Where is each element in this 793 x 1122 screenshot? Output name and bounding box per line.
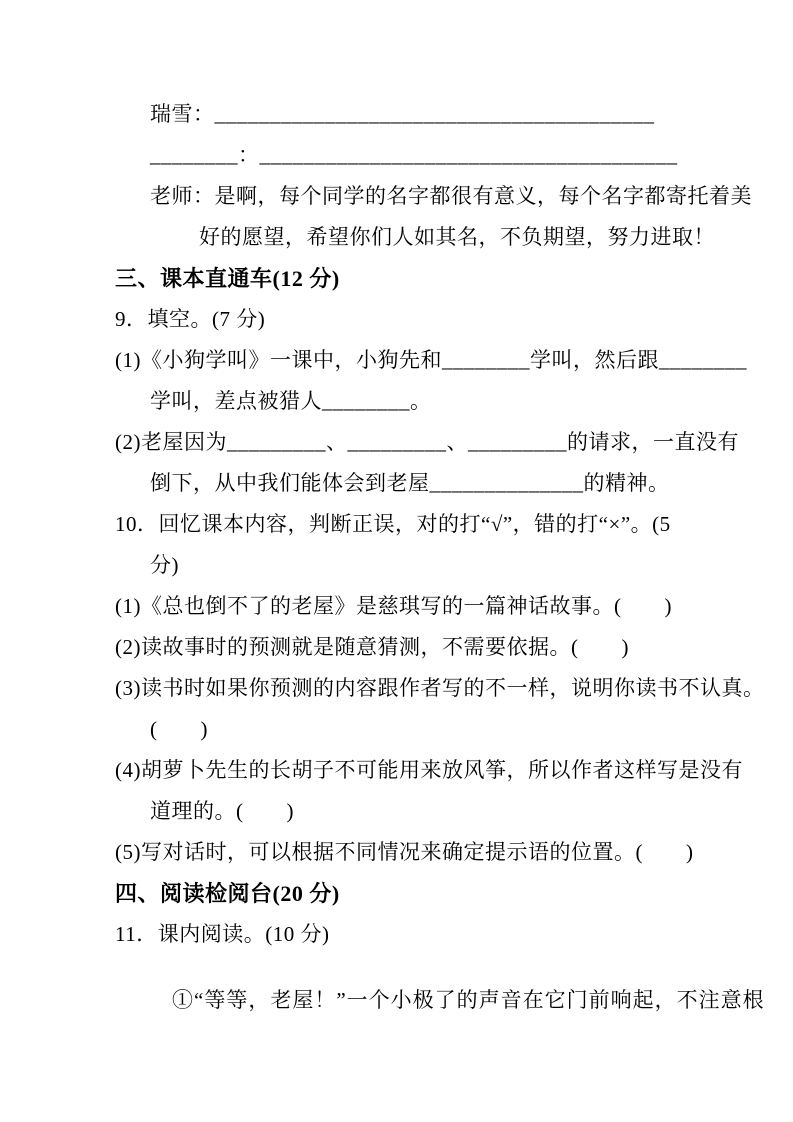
q10-item-4: (4)胡萝卜先生的长胡子不可能用来放风筝，所以作者这样写是没有 [115,758,743,782]
heading-section-4: 四、阅读检阅台(20 分) [115,881,340,906]
q9-item-1: (1)《小狗学叫》一课中，小狗先和________学叫，然后跟________ [115,348,747,372]
question-10-title: 10．回忆课本内容，判断正误，对的打“√”，错的打“×”。(5 [115,512,671,536]
q9-item-2-continued: 倒下，从中我们能体会到老屋______________的精神。 [150,471,670,495]
question-10-title-continued: 分) [150,553,179,577]
blank-line-ruixue: 瑞雪：________________________________________ [150,102,655,126]
q10-item-1: (1)《总也倒不了的老屋》是慈琪写的一篇神话故事。( ) [115,594,672,618]
question-11-title: 11．课内阅读。(10 分) [115,922,330,946]
blank-line-name: ________：______________________________________ [150,143,678,167]
reading-passage-line-1: ①“等等，老屋！”一个小极了的声音在它门前响起，不注意根 [172,988,765,1012]
q9-item-1-continued: 学叫，差点被猎人________。 [150,389,432,413]
question-9-title: 9．填空。(7 分) [115,307,266,331]
teacher-dialogue-line-1: 老师：是啊，每个同学的名字都很有意义，每个名字都寄托着美 [150,184,752,208]
q10-item-3-continued: ( ) [150,717,208,741]
q10-item-3: (3)读书时如果你预测的内容跟作者写的不一样，说明你读书不认真。 [115,676,765,700]
q10-item-4-continued: 道理的。( ) [150,799,294,823]
teacher-dialogue-line-2: 好的愿望，希望你们人如其名，不负期望，努力进取！ [199,225,715,249]
heading-section-3: 三、课本直通车(12 分) [115,266,340,291]
q10-item-2: (2)读故事时的预测就是随意猜测，不需要依据。( ) [115,635,629,659]
q10-item-5: (5)写对话时，可以根据不同情况来确定提示语的位置。( ) [115,840,694,864]
q9-item-2: (2)老屋因为_________、_________、_________的请求，一直没有 [115,430,739,454]
